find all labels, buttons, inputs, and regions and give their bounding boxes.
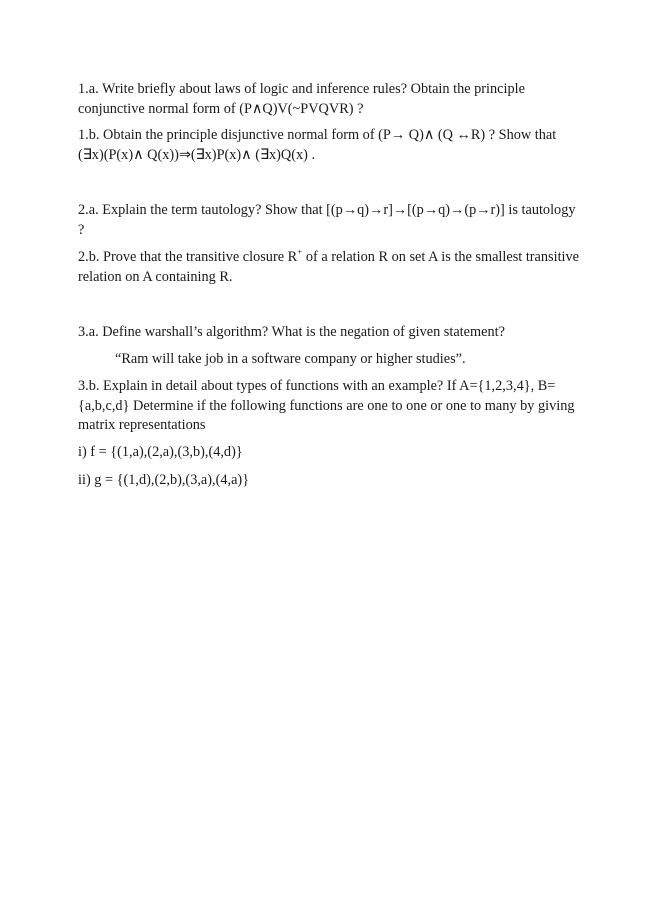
question-1b: 1.b. Obtain the principle disjunctive normal form of (P→ Q)∧ (Q ↔R) ? Show that (∃x)(P(x)∧ Q(x))⇒(∃x)P(x)∧ (∃x)Q(x) . xyxy=(78,127,557,163)
question-3b: 3.b. Explain in detail about types of functions with an example? If A={1,2,3,4}, B={a,b,c,d} Determine if the following functions are one to one or one to many by giving matrix representations xyxy=(78,378,575,433)
question-2b-text-start: 2.b. Prove that the transitive closure R xyxy=(78,249,298,265)
question-3a: 3.a. Define warshall’s algorithm? What is the negation of given statement? xyxy=(78,324,505,340)
question-2a: 2.a. Explain the term tautology? Show that [(p→q)→r]→[(p→q)→(p→r)] is tautology ? xyxy=(78,202,576,238)
question-2b xyxy=(78,248,583,287)
question-2b-text-end: of a relation R on set A is the smallest transitive relation on A containing R. xyxy=(78,249,580,285)
superscript-plus: + xyxy=(297,247,303,258)
question-1a: 1.a. Write briefly about laws of logic and inference rules? Obtain the principle conjunctive normal form of (P∧Q)V(~PVQVR) ? xyxy=(78,81,525,117)
question-3b-part-i: i) f = {(1,a),(2,a),(3,b),(4,d)} xyxy=(78,444,243,460)
question-3a-quote: “Ram will take job in a software company or higher studies”. xyxy=(115,351,466,367)
question-3b-part-ii: ii) g = {(1,d),(2,b),(3,a),(4,a)} xyxy=(78,472,250,488)
